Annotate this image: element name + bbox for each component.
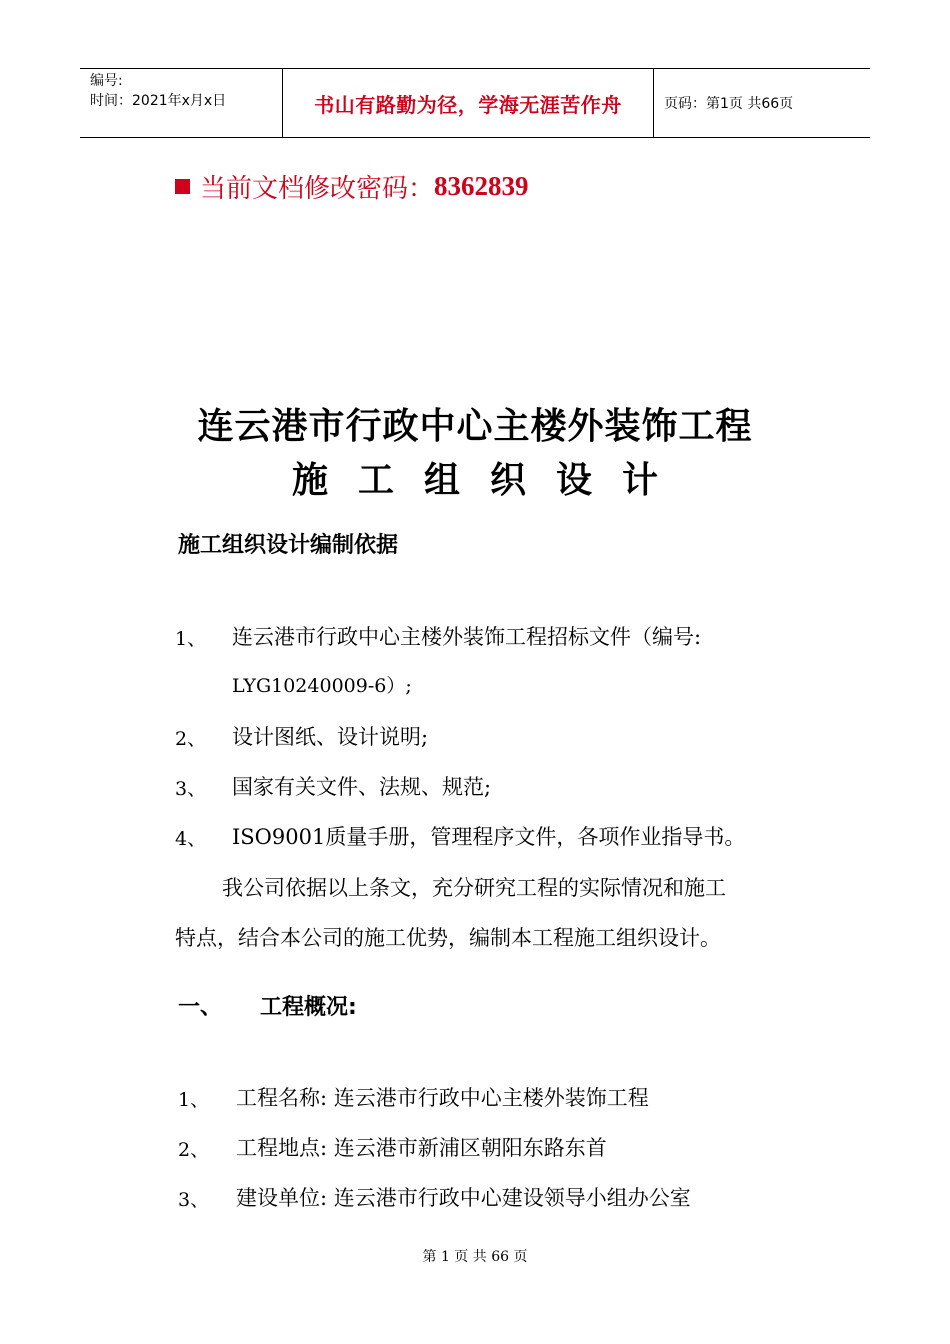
header-motto: 书山有路勤为径，学海无涯苦作舟 xyxy=(282,69,654,137)
basis-item-1-cont: LYG10240009-6）; xyxy=(232,675,412,697)
overview-item-2-num: 2、 xyxy=(178,1139,210,1161)
basis-paragraph-line2: 特点，结合本公司的施工优势，编制本工程施工组织设计。 xyxy=(175,926,721,950)
overview-item-3-text: 建设单位: 连云港市行政中心建设领导小组办公室 xyxy=(236,1186,691,1210)
basis-item-1-text: 连云港市行政中心主楼外装饰工程招标文件（编号: xyxy=(232,625,702,649)
basis-item-1-num: 1、 xyxy=(175,628,207,650)
password-code: 8362839 xyxy=(434,171,529,201)
password-label: 当前文档修改密码： xyxy=(200,174,435,204)
page-footer: 第 1 页 共 66 页 xyxy=(422,1249,528,1265)
basis-item-4-text: ISO9001质量手册，管理程序文件，各项作业指导书。 xyxy=(232,825,746,849)
basis-item-3-text: 国家有关文件、法规、规范; xyxy=(232,775,492,799)
doc-title-line2: 施工组织设计 xyxy=(291,460,688,501)
header-meta xyxy=(80,69,282,137)
overview-num: 一、 xyxy=(178,995,223,1020)
basis-paragraph-line1: 我公司依据以上条文，充分研究工程的实际情况和施工 xyxy=(222,876,726,900)
page-header xyxy=(80,68,870,138)
overview-item-1-text: 工程名称: 连云港市行政中心主楼外装饰工程 xyxy=(236,1086,649,1110)
basis-item-2-num: 2、 xyxy=(175,728,207,750)
basis-item-3-num: 3、 xyxy=(175,778,207,800)
header-page-info: 页码：第1页 共66页 xyxy=(664,96,794,112)
overview-title: 工程概况: xyxy=(260,995,357,1020)
basis-heading: 施工组织设计编制依据 xyxy=(178,533,399,558)
doc-time: 时间：2021年x月x日 xyxy=(90,93,227,109)
basis-item-4-num: 4、 xyxy=(175,828,207,850)
overview-item-1-num: 1、 xyxy=(178,1089,210,1111)
doc-code-label: 编号: xyxy=(90,73,123,89)
overview-item-2-text: 工程地点: 连云港市新浦区朝阳东路东首 xyxy=(236,1136,607,1160)
overview-heading xyxy=(178,990,357,1021)
basis-item-2-text: 设计图纸、设计说明; xyxy=(232,725,429,749)
doc-title-line1: 连云港市行政中心主楼外装饰工程 xyxy=(197,406,753,447)
password-notice xyxy=(175,168,529,205)
overview-item-3-num: 3、 xyxy=(178,1189,210,1211)
red-square-icon xyxy=(175,179,190,194)
